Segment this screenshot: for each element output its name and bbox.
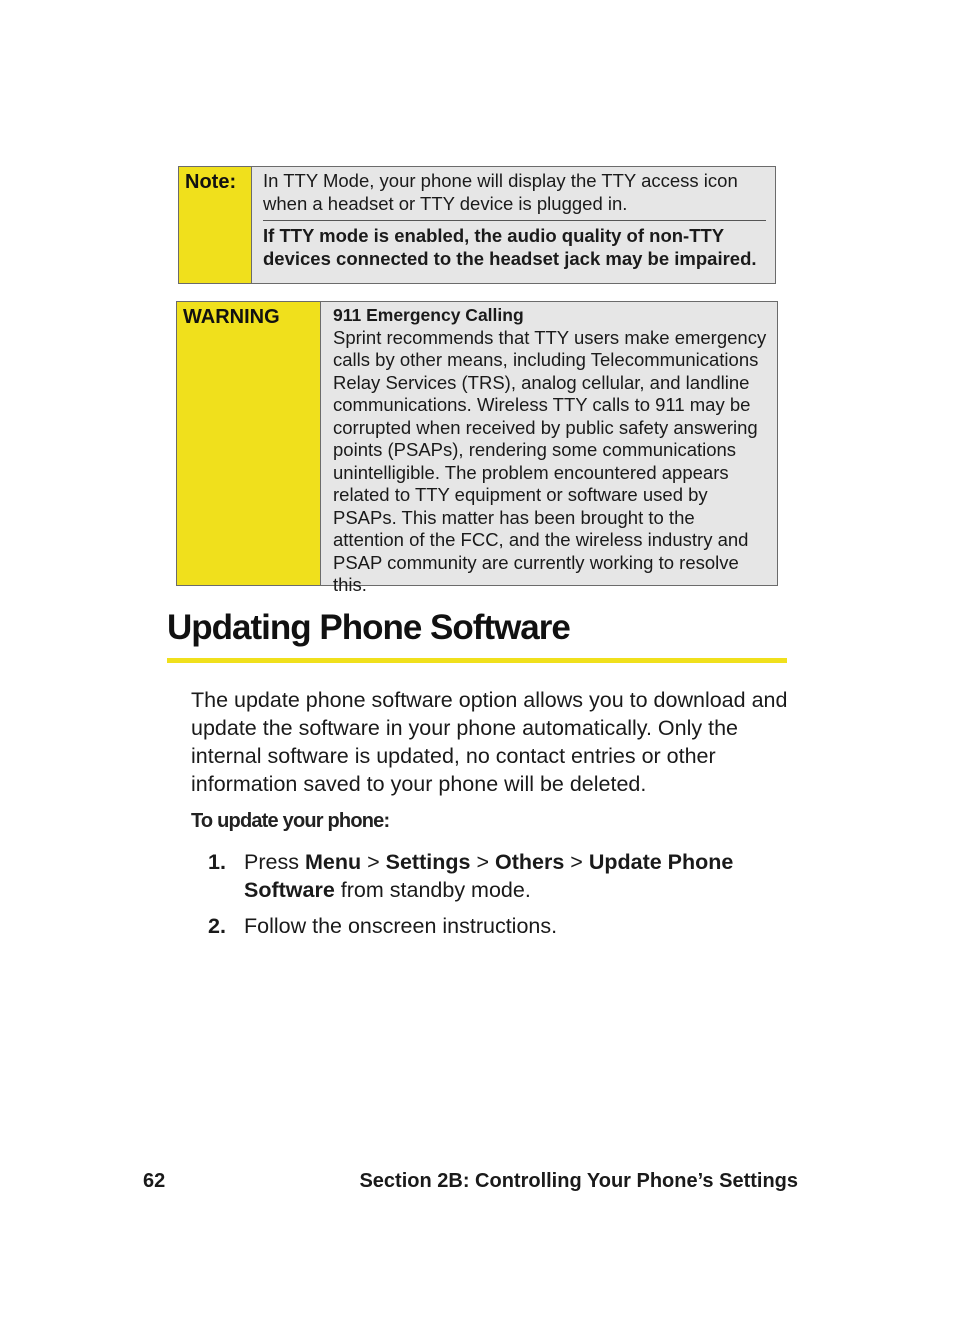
menu-path-menu: Menu — [304, 850, 362, 874]
warning-box — [176, 301, 778, 595]
procedure-subhead: To update your phone: — [191, 810, 390, 832]
menu-path-settings: Settings — [385, 850, 471, 874]
step-press-word: Press — [244, 850, 299, 874]
section-heading: Updating Phone Software — [167, 608, 570, 647]
step-text — [244, 848, 804, 904]
note-text-audio-quality: If TTY mode is enabled, the audio quality of non-TTY devices connected to the headset jack may be impaired. — [263, 225, 757, 269]
note-content — [252, 167, 775, 283]
warning-label: WARNING — [177, 302, 321, 585]
running-footer: Section 2B: Controlling Your Phone’s Settings — [359, 1170, 798, 1192]
step-item — [208, 848, 808, 908]
note-box — [178, 166, 776, 284]
intro-paragraph: The update phone software option allows you to download and update the software in your phone automatically. Only the internal software is updated, no contact entries or other information saved to your phone will be deleted. — [191, 688, 788, 796]
menu-path-separator: > — [476, 850, 489, 874]
step-number: 2. — [208, 914, 226, 938]
note-label: Note: — [179, 167, 252, 283]
warning-content — [321, 302, 777, 595]
warning-body: Sprint recommends that TTY users make emergency calls by other means, including Telecommunications Relay Services (TRS), analog cellular, and landline communications. Wireless TTY calls to 911 may be corrupted when received by public safety answering points (PSAPs), rendering some communications unintelligible. The problem encountered appears related to TTY equipment or software used by PSAPs. This matter has been brought to the attention of the FCC, and the wireless industry and PSAP community are currently working to resolve this. — [333, 326, 767, 595]
menu-path-separator: > — [570, 850, 583, 874]
menu-path-update-phone-software: Update Phone Software — [244, 850, 734, 902]
menu-path-separator: > — [367, 850, 380, 874]
step-number: 1. — [208, 850, 226, 874]
step-text: Follow the onscreen instructions. — [244, 914, 558, 938]
heading-underline — [167, 658, 787, 663]
step-tail: from standby mode. — [340, 878, 531, 902]
warning-title: 911 Emergency Calling — [333, 305, 524, 325]
page-number: 62 — [143, 1170, 166, 1192]
menu-path-others: Others — [494, 850, 565, 874]
step-item — [208, 912, 808, 942]
note-text-tty-icon: In TTY Mode, your phone will display the TTY access icon when a headset or TTY device is plugged in. — [263, 170, 766, 221]
